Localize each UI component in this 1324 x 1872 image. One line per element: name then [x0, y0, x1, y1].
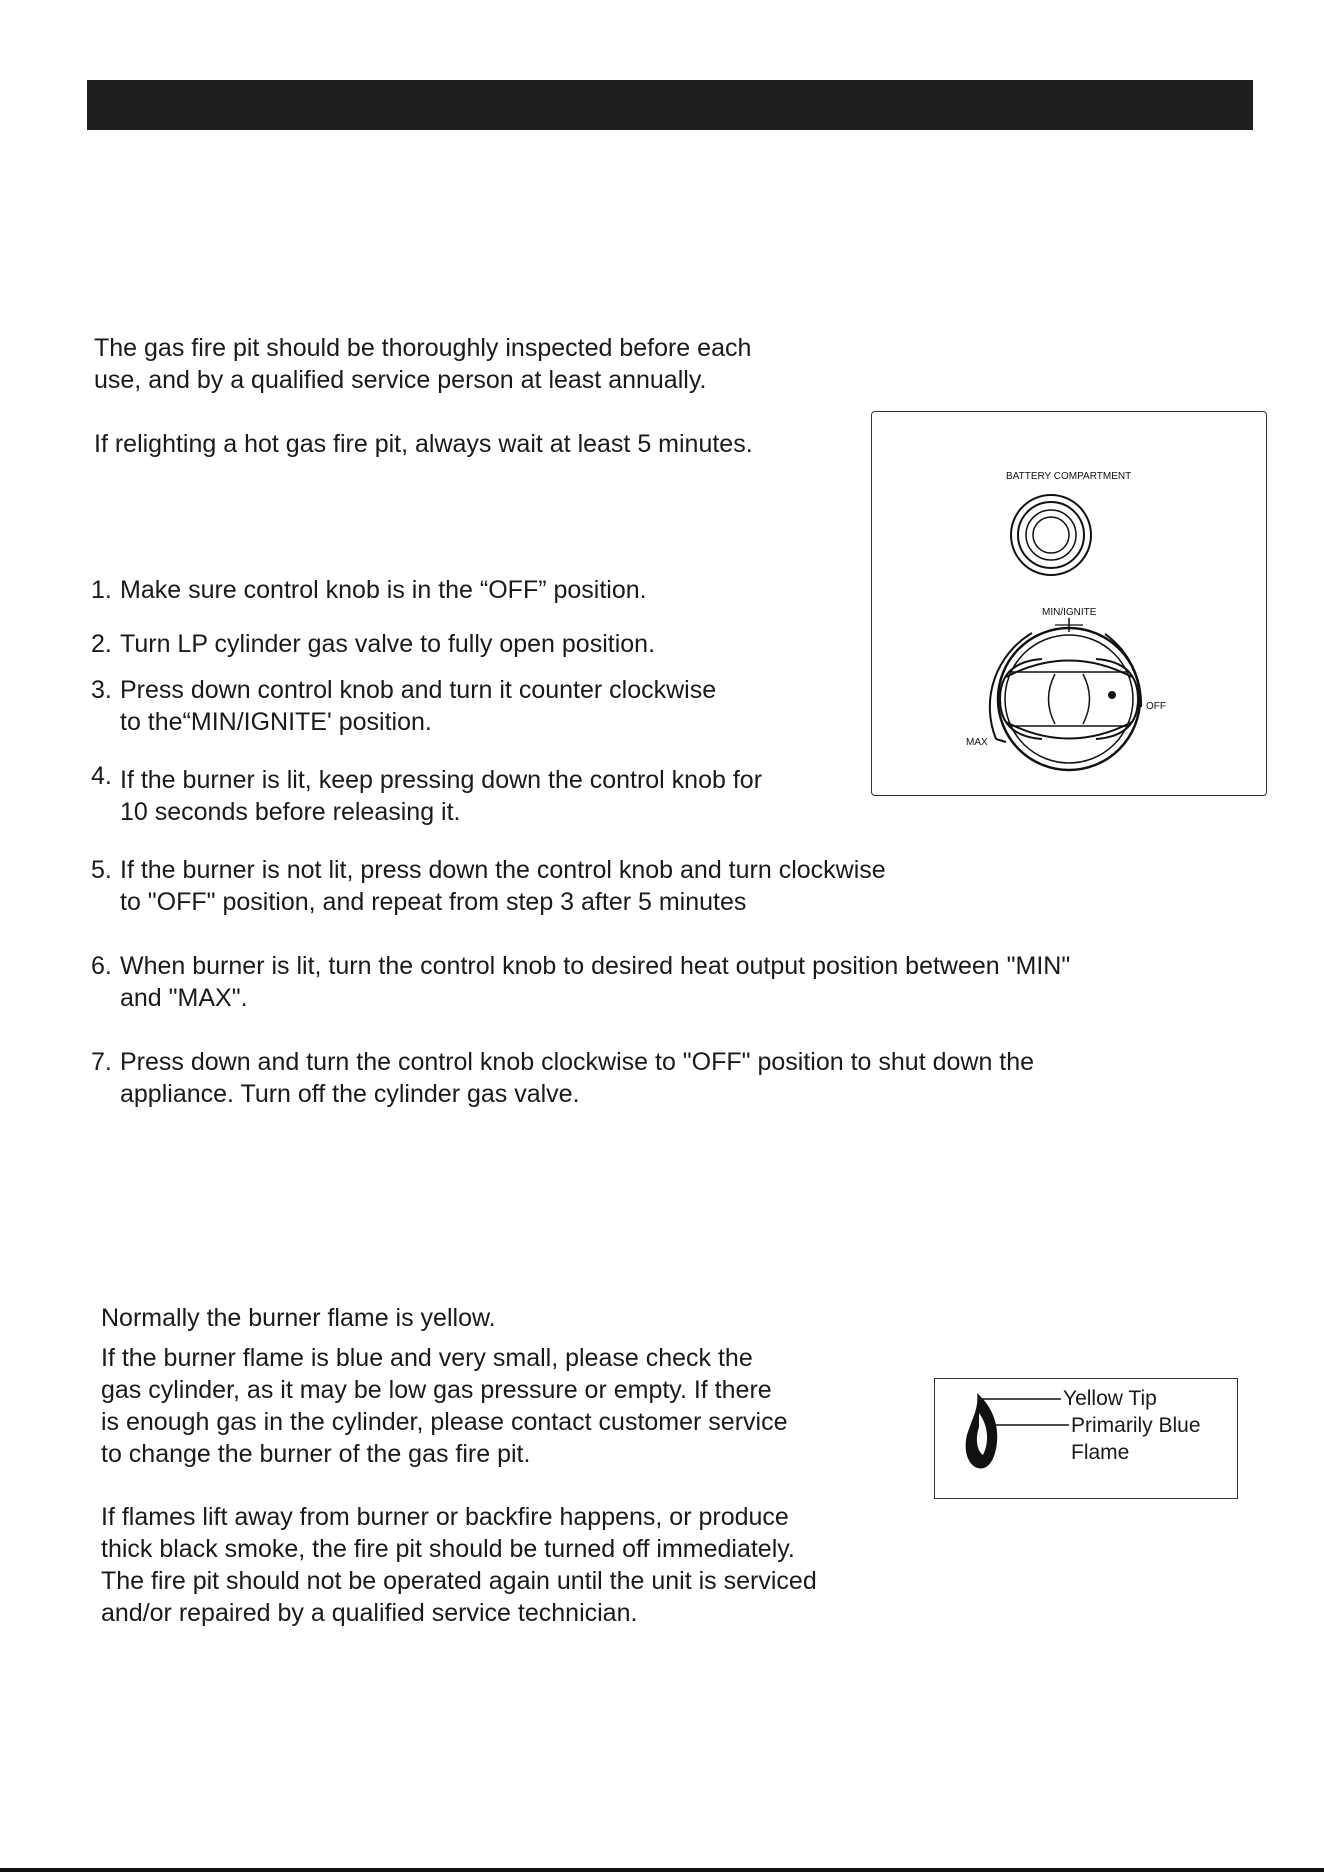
primarily-blue-label: Primarily Blue — [1071, 1414, 1201, 1437]
control-knob-illustration — [872, 412, 1266, 795]
off-label: OFF — [1146, 701, 1166, 712]
knob-indicator-dot — [1108, 691, 1116, 699]
blue-flame-text-line: to change the burner of the gas fire pit. — [101, 1440, 531, 1468]
blue-flame-text-line: gas cylinder, as it may be low gas pressure or empty. If there — [101, 1376, 772, 1404]
step-number: 7. — [91, 1048, 112, 1076]
step-text-line: When burner is lit, turn the control knob to desired heat output position between "MIN" — [120, 952, 1071, 980]
step-number: 5. — [91, 856, 112, 884]
flame-lift-text-line: thick black smoke, the fire pit should be turned off immediately. — [101, 1535, 795, 1563]
step-text-line: Turn LP cylinder gas valve to fully open position. — [120, 630, 656, 658]
step-number: 1. — [91, 576, 112, 604]
blue-flame-text-line: is enough gas in the cylinder, please contact customer service — [101, 1408, 788, 1436]
section-header-bar — [87, 80, 1253, 130]
step-text-line: If the burner is not lit, press down the control knob and turn clockwise — [120, 856, 886, 884]
flame-icon — [966, 1393, 998, 1468]
inspection-text-line-2: use, and by a qualified service person at least annually. — [94, 366, 707, 394]
normal-flame-text: Normally the burner flame is yellow. — [101, 1304, 496, 1332]
step-text-line: to the“MIN/IGNITE' position. — [120, 708, 432, 736]
step-number: 6. — [91, 952, 112, 980]
min-ignite-label: MIN/IGNITE — [1042, 607, 1097, 618]
flame-lift-text-line: The fire pit should not be operated again until the unit is serviced — [101, 1567, 817, 1595]
flame-lift-text-line: and/or repaired by a qualified service technician. — [101, 1599, 638, 1627]
max-label: MAX — [966, 737, 988, 748]
flame-label: Flame — [1071, 1441, 1130, 1464]
step-text-line: Press down control knob and turn it counter clockwise — [120, 676, 717, 704]
step-number: 3. — [91, 676, 112, 704]
step-text-line: to "OFF" position, and repeat from step 3 after 5 minutes — [120, 888, 747, 916]
yellow-tip-label: Yellow Tip — [1063, 1387, 1157, 1410]
flame-diagram — [934, 1378, 1238, 1499]
bottom-edge-rule — [0, 1868, 1324, 1872]
battery-compartment-icon — [1011, 495, 1091, 575]
step-text-line: Make sure control knob is in the “OFF” position. — [120, 576, 647, 604]
inspection-text-line-1: The gas fire pit should be thoroughly inspected before each — [94, 334, 752, 362]
flame-lift-text-line: If flames lift away from burner or backfire happens, or produce — [101, 1503, 789, 1531]
step-text-line: If the burner is lit, keep pressing down the control knob for — [120, 766, 763, 794]
max-arc — [990, 633, 1032, 739]
blue-flame-text-line: If the burner flame is blue and very small, please check the — [101, 1344, 753, 1372]
step-text-line: and "MAX". — [120, 984, 248, 1012]
relight-warning-text: If relighting a hot gas fire pit, always wait at least 5 minutes. — [94, 430, 753, 458]
step-number: 4. — [91, 762, 112, 790]
step-number: 2. — [91, 630, 112, 658]
control-knob-diagram — [871, 411, 1267, 796]
step-text-line: 10 seconds before releasing it. — [120, 798, 461, 826]
step-text-line: appliance. Turn off the cylinder gas valve. — [120, 1080, 580, 1108]
step-text-line: Press down and turn the control knob clockwise to "OFF" position to shut down the — [120, 1048, 1035, 1076]
battery-compartment-label: BATTERY COMPARTMENT — [1006, 471, 1132, 482]
control-knob-icon — [998, 628, 1140, 770]
